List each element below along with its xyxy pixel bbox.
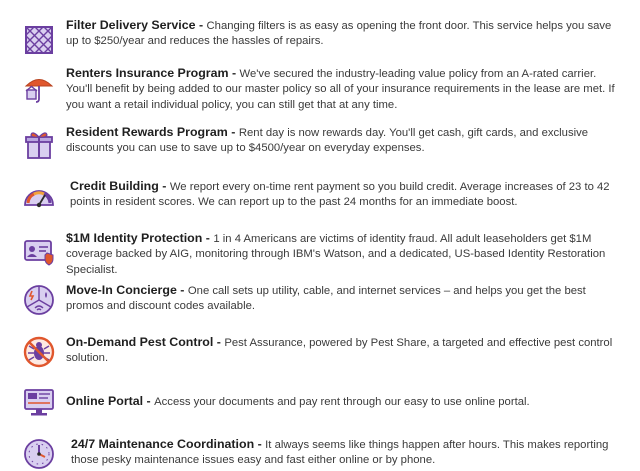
service-title: On-Demand Pest Control	[66, 335, 214, 349]
service-title: Credit Building	[70, 179, 159, 193]
title-separator: -	[195, 18, 207, 32]
title-separator: -	[227, 125, 239, 139]
service-description: We've secured the industry-leading value policy from an A-rated carrier. You'll benefit by being added to our master policy so all of your insurance requirements in the lease are met. If you want a retail individual policy, you can still get that at any time.	[66, 68, 615, 111]
title-separator: -	[143, 394, 155, 408]
title-separator: -	[202, 231, 214, 245]
service-description: It always seems like things happen after hours. This makes reporting those pesky maintenance issues easy and fast either online or by phone.	[71, 439, 609, 467]
service-description: 1 in 4 Americans are victims of identity fraud. All adult leaseholders get $1M coverage backed by AIG, monitoring through IBM's Watson, and a dedicated, US-based Identity Restoration Specialist.	[66, 233, 606, 276]
gift-icon	[22, 128, 56, 162]
title-separator: -	[254, 437, 266, 451]
service-title: Renters Insurance Program	[66, 66, 229, 80]
service-title: Resident Rewards Program	[66, 125, 228, 139]
clock-icon	[22, 437, 56, 471]
service-title: $1M Identity Protection	[66, 231, 203, 245]
service-text	[66, 335, 622, 367]
credit-gauge-icon	[22, 181, 56, 215]
portal-monitor-icon	[22, 385, 56, 419]
no-pest-icon	[22, 335, 56, 369]
service-title: Move-In Concierge	[66, 283, 177, 297]
service-text	[71, 437, 627, 469]
service-description: Pest Assurance, powered by Pest Share, a targeted and effective pest control solution.	[66, 337, 613, 365]
service-text	[66, 394, 622, 410]
service-text	[70, 179, 626, 211]
title-separator: -	[158, 179, 170, 193]
service-description: One call sets up utility, cable, and internet services – and helps you get the best promos and discount codes available.	[66, 285, 586, 313]
umbrella-house-icon	[22, 71, 56, 105]
title-separator: -	[176, 283, 188, 297]
filter-grid-icon	[22, 23, 56, 57]
title-separator: -	[228, 66, 240, 80]
service-description: Changing filters is as easy as opening the front door. This service helps you save up to $250/year and reduces the hassles of repairs.	[66, 20, 612, 48]
service-text	[66, 231, 622, 278]
service-title: Filter Delivery Service	[66, 18, 196, 32]
service-title: 24/7 Maintenance Coordination	[71, 437, 255, 451]
service-text	[66, 283, 622, 315]
title-separator: -	[213, 335, 225, 349]
id-card-icon	[22, 233, 56, 267]
service-description: Access your documents and pay rent through our easy to use online portal.	[154, 396, 530, 408]
service-description: Rent day is now rewards day. You'll get cash, gift cards, and exclusive discounts you can use to save up to $4500/year on everyday expenses.	[66, 127, 589, 155]
service-description: We report every on-time rent payment so you build credit. Average increases of 23 to 42 points in resident scores. We can report up to the past 24 months for an immediate boost.	[70, 181, 610, 209]
utilities-icon	[22, 283, 56, 317]
service-text	[66, 18, 622, 50]
service-title: Online Portal	[66, 394, 144, 408]
service-text	[66, 66, 622, 113]
service-text	[66, 125, 622, 157]
